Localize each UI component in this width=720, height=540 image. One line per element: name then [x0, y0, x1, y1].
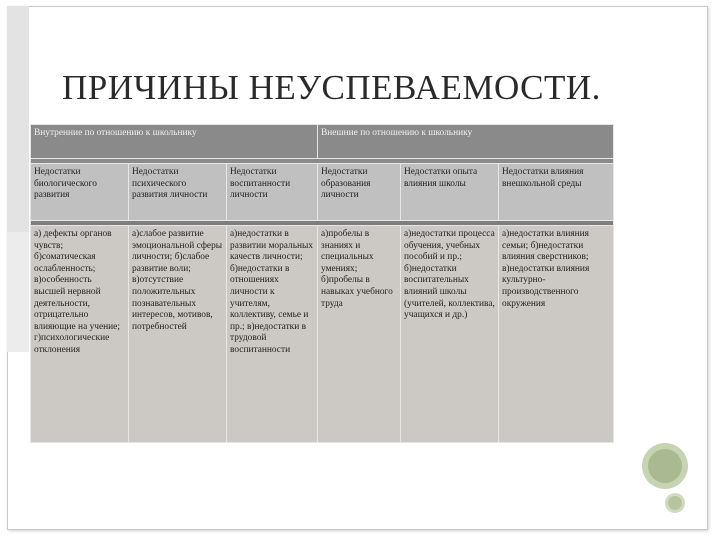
cell-biological: а) дефекты органов чувств; б)соматическая ослабленность; в)особенность высшей нервной деятельности, отрицательно влияющие на учение; г)психологические отклонения	[31, 226, 129, 443]
subheader-education: Недостатки образования личности	[318, 164, 401, 221]
subheader-mental: Недостатки психического развития личности	[129, 164, 227, 221]
causes-table	[30, 124, 614, 443]
subheader-upbringing: Недостатки воспитанности личности	[227, 164, 318, 221]
group-header-external: Внешние по отношению к школьнику	[318, 125, 614, 159]
slide-title: ПРИЧИНЫ НЕУСПЕВАЕМОСТИ.	[62, 68, 601, 107]
subheader-biological: Недостатки биологического развития	[31, 164, 129, 221]
decorative-side-bar-lower	[7, 232, 29, 352]
cell-mental: а)слабое развитие эмоциональной сферы личности; б)слабое развитие воли; в)отсутствие положительных познавательных интересов, мотивов, потребностей	[129, 226, 227, 443]
cell-school-influence: а)недостатки процесса обучения, учебных пособий и пр.; б)недостатки воспитательных влияний школы (учителей, коллектива, учащихся и др.)	[401, 226, 499, 443]
cell-upbringing: а)недостатки в развитии моральных качеств личности; б)недостатки в отношениях личности к учителям, коллективу, семье и пр.; в)недостатки в трудовой воспитанности	[227, 226, 318, 443]
decorative-circle-large	[642, 443, 688, 489]
decorative-side-bar	[7, 6, 29, 232]
subheader-outside-environment: Недостатки влияния внешкольной среды	[499, 164, 614, 221]
group-header-internal: Внутренние по отношению к школьнику	[31, 125, 318, 159]
cell-outside-environment: а)недостатки влияния семьи; б)недостатки влияния сверстников; в)недостатки влияния культурно-производственного окружения	[499, 226, 614, 443]
cell-education: а)пробелы в знаниях и специальных умениях; б)пробелы в навыках учебного труда	[318, 226, 401, 443]
decorative-circle-small	[665, 493, 685, 513]
subheader-school-influence: Недостатки опыта влияния школы	[401, 164, 499, 221]
